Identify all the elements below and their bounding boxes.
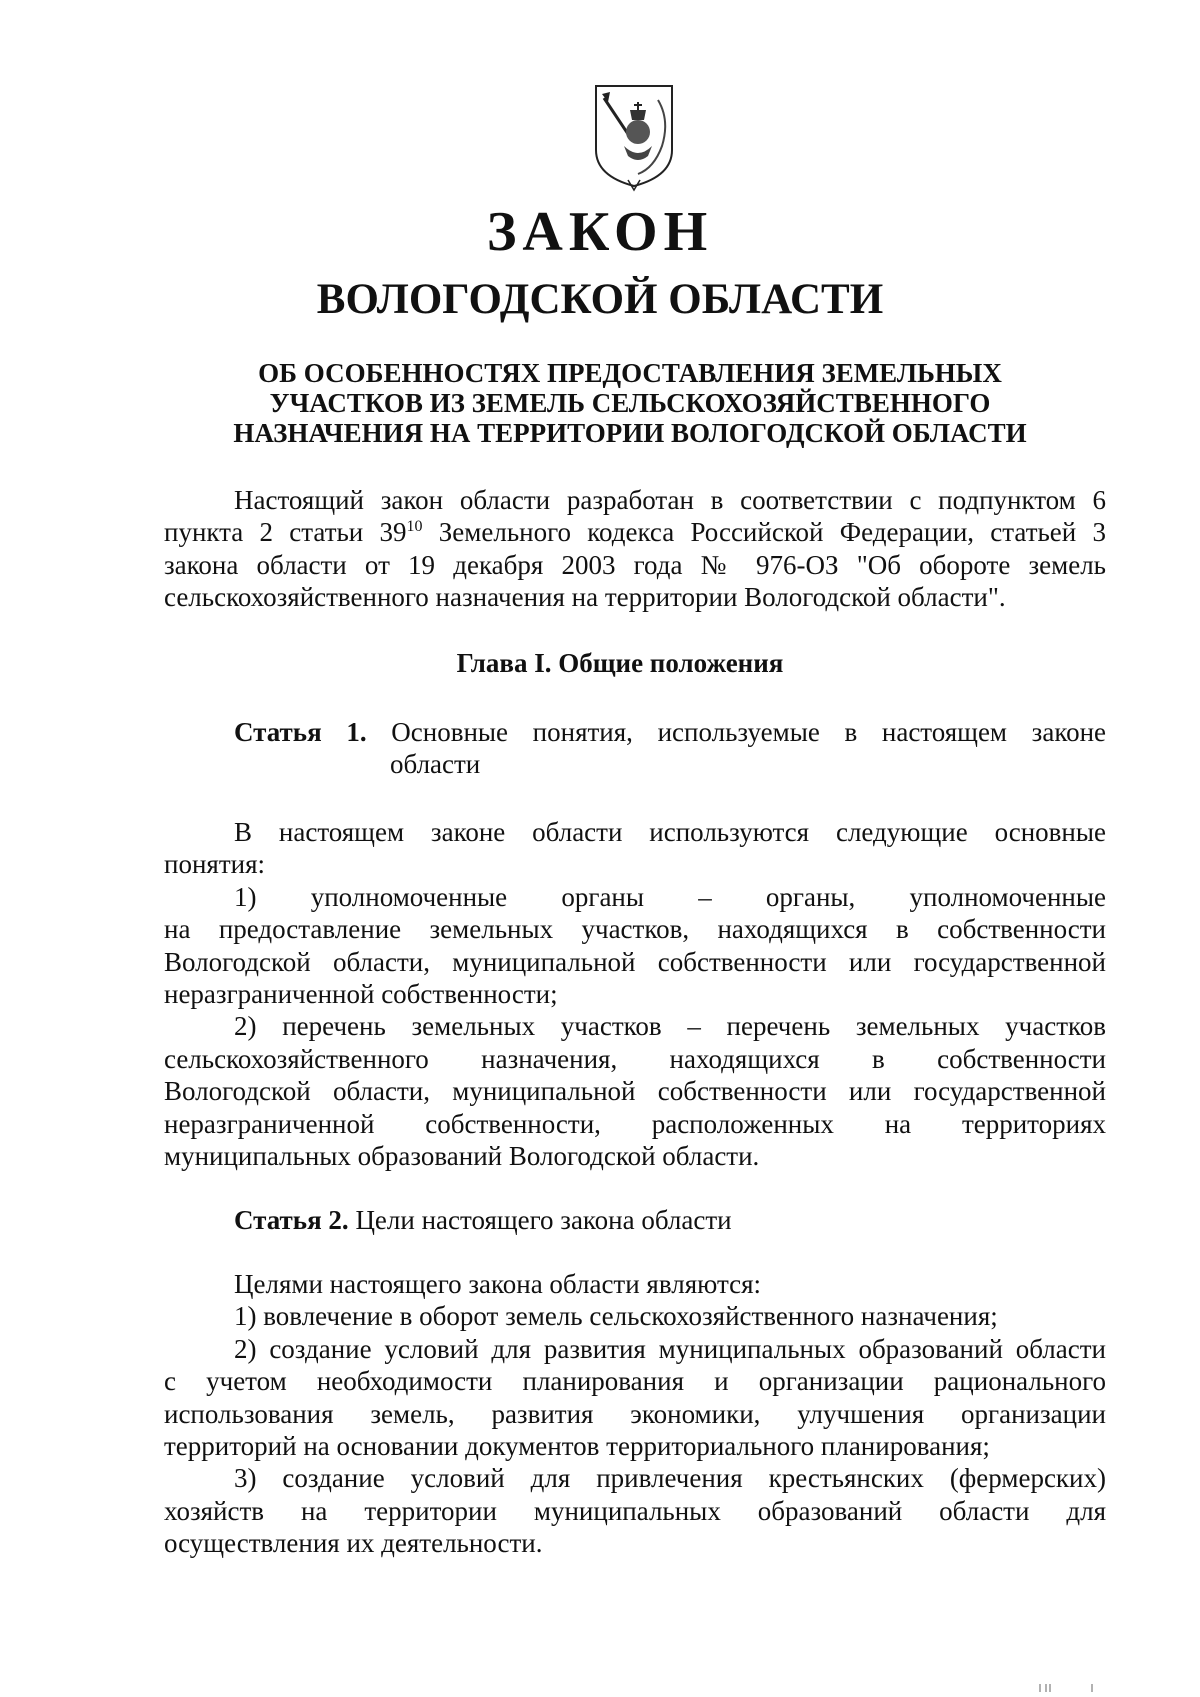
article-2-heading (234, 1204, 1106, 1236)
goal-line: 3) создание условий для привлечения крестьянских (фермерских) (234, 1463, 1106, 1494)
article-2-label: Статья 2. (234, 1205, 349, 1235)
article-1-heading (234, 716, 1106, 781)
article-1-title-cont: области (390, 749, 481, 780)
coat-of-arms-icon (588, 80, 680, 192)
definition-line: муниципальных образований Вологодской области. (164, 1141, 760, 1172)
goal-line: с учетом необходимости планирования и организации рационального (164, 1366, 1106, 1397)
definition-line: неразграниченной собственности, расположенных на территориях (164, 1108, 1106, 1139)
preamble-line: закона области от 19 декабря 2003 года № 976-ОЗ "Об обороте земель (164, 549, 1106, 580)
definition-line: неразграниченной собственности; (164, 979, 558, 1010)
article-1-body (164, 816, 1106, 1172)
definition-line: 1) уполномоченные органы – органы, уполномоченные (234, 881, 1106, 912)
chapter-heading: Глава I. Общие положения (456, 648, 784, 678)
article-1-intro: В настоящем законе области используются следующие основные (234, 817, 1106, 847)
scan-marks (1036, 1684, 1096, 1692)
goal-line: 2) создание условий для развития муниципальных образований области (234, 1333, 1106, 1364)
preamble-line: Настоящий закон области разработан в соответствии с подпунктом 6 (234, 485, 1106, 515)
definition-line: Вологодской области, муниципальной собственности или государственной (164, 1076, 1106, 1107)
definition-line: сельскохозяйственного назначения, находящихся в собственности (164, 1043, 1106, 1074)
goal-line: территорий на основании документов территориального планирования; (164, 1431, 990, 1462)
preamble-line (164, 516, 1106, 548)
preamble (164, 484, 1106, 614)
goal-line: хозяйств на территории муниципальных образований области для (164, 1495, 1106, 1526)
goal-line: использования земель, развития экономики, улучшения организации (164, 1398, 1106, 1429)
article-2-title: Цели настоящего закона области (355, 1205, 732, 1235)
article-1-title: Основные понятия, используемые в настоящем законе (391, 717, 1107, 747)
preamble-line-text: Земельного кодекса Российской Федерации, статьей 3 (422, 517, 1106, 548)
preamble-line-text: пункта 2 статьи 39 (164, 517, 407, 548)
article-1-heading-line (234, 716, 1106, 748)
document-title (150, 358, 1110, 448)
goal-line: 1) вовлечение в оборот земель сельскохозяйственного назначения; (234, 1301, 998, 1332)
superscript: 10 (406, 518, 423, 536)
goal-line: осуществления их деятельности. (164, 1528, 543, 1559)
article-2-heading-line (234, 1204, 1106, 1236)
document-title-line: НАЗНАЧЕНИЯ НА ТЕРРИТОРИИ ВОЛОГОДСКОЙ ОБЛАСТИ (233, 418, 1027, 448)
law-title: ЗАКОН (486, 201, 714, 263)
article-2-body (164, 1268, 1106, 1560)
definition-line: Вологодской области, муниципальной собственности или государственной (164, 946, 1106, 977)
article-2-intro: Целями настоящего закона области являются: (234, 1269, 761, 1299)
document-title-line: УЧАСТКОВ ИЗ ЗЕМЕЛЬ СЕЛЬСКОХОЗЯЙСТВЕННОГО (269, 388, 991, 418)
article-1-intro: понятия: (164, 849, 265, 880)
definition-line: на предоставление земельных участков, находящихся в собственности (164, 914, 1106, 945)
region-title: ВОЛОГОДСКОЙ ОБЛАСТИ (316, 276, 884, 323)
definition-line: 2) перечень земельных участков – перечень земельных участков (234, 1011, 1106, 1042)
document-title-line: ОБ ОСОБЕННОСТЯХ ПРЕДОСТАВЛЕНИЯ ЗЕМЕЛЬНЫХ (258, 358, 1002, 388)
article-1-label: Статья 1. (234, 717, 367, 747)
preamble-line: сельскохозяйственного назначения на территории Вологодской области". (164, 582, 1006, 613)
